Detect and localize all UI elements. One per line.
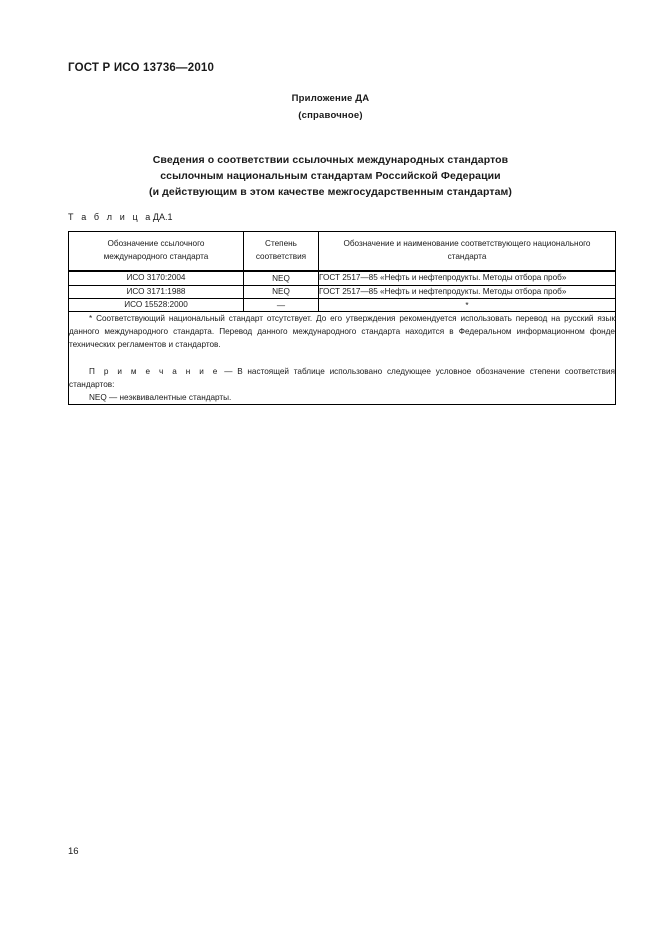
cell-national-standard: ГОСТ 2517—85 «Нефть и нефтепродукты. Методы отбора проб» <box>319 285 616 299</box>
column-header-reference-standard-line-2: международного стандарта <box>103 251 209 261</box>
cell-reference-standard: ИСО 15528:2000 <box>69 299 244 312</box>
page-number: 16 <box>68 846 79 857</box>
correspondence-table <box>68 231 616 405</box>
table-caption <box>68 212 173 222</box>
table-note-label: П р и м е ч а н и е <box>89 366 220 376</box>
cell-national-standard: ГОСТ 2517—85 «Нефть и нефтепродукты. Методы отбора проб» <box>319 271 616 285</box>
annex-kind: (справочное) <box>298 110 363 121</box>
table-row <box>69 271 616 285</box>
cell-reference-standard: ИСО 3170:2004 <box>69 271 244 285</box>
table-caption-number: ДА.1 <box>152 212 173 222</box>
annex-title: Приложение ДА <box>291 93 370 104</box>
table-caption-label: Т а б л и ц а <box>68 212 153 222</box>
page-title-line-1: Сведения о соответствии ссылочных международных стандартов <box>152 154 509 166</box>
column-header-national-standard-line-2: стандарта <box>447 251 487 261</box>
page-title-line-3: (и действующим в этом качестве межгосударственным стандартам) <box>148 186 512 198</box>
column-header-degree <box>244 232 319 272</box>
page-title <box>0 152 661 200</box>
cell-degree: NEQ <box>244 285 319 299</box>
column-header-reference-standard-line-1: Обозначение ссылочного <box>107 239 205 248</box>
annex-heading-block <box>0 93 661 121</box>
column-header-degree-line-1: Степень <box>265 239 297 248</box>
cell-degree: — <box>244 299 319 312</box>
column-header-reference-standard <box>69 232 244 272</box>
table-note-text: — В настоящей таблице использовано следующее условное обозначение степени соответствия стандартов: <box>69 366 615 389</box>
table-header-row <box>69 232 616 272</box>
table-row <box>69 285 616 299</box>
table-notes-row <box>69 312 616 405</box>
table-footnote: * Соответствующий национальный стандарт отсутствует. До его утверждения рекомендуется использовать перевод на русский язык данного международного стандарта. Перевод данного международного стандарта находится в Федеральном информационном фонде технических регламентов и стандартов. <box>69 314 615 350</box>
column-header-national-standard-line-1: Обозначение и наименование соответствующего национального <box>343 239 591 248</box>
column-header-degree-line-2: соответствия <box>255 251 307 261</box>
table-row <box>69 299 616 312</box>
table-note-abbreviation: NEQ — неэквивалентные стандарты. <box>89 393 232 403</box>
cell-national-standard: * <box>319 299 616 312</box>
running-header: ГОСТ Р ИСО 13736—2010 <box>68 62 215 74</box>
table-notes <box>69 312 616 405</box>
cell-degree: NEQ <box>244 271 319 285</box>
page-title-line-2: ссылочным национальным стандартам Российской Федерации <box>160 170 501 182</box>
table-note <box>69 365 615 391</box>
cell-reference-standard: ИСО 3171:1988 <box>69 285 244 299</box>
column-header-national-standard <box>319 232 616 272</box>
